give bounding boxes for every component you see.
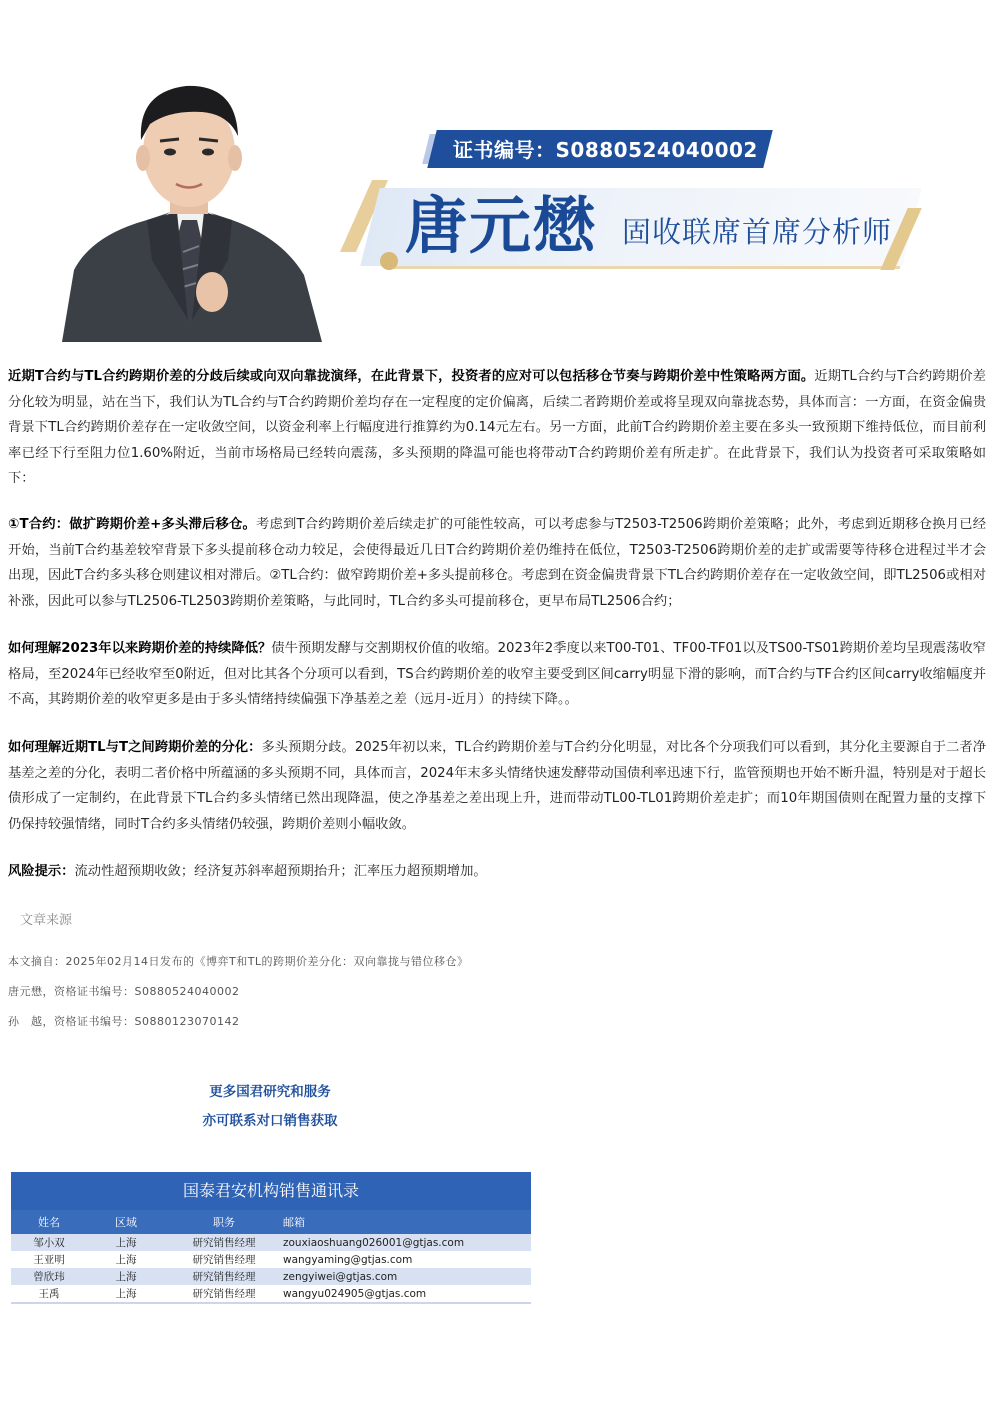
analyst-title: 固收联席首席分析师 [622,215,893,249]
table-row [11,1268,531,1285]
sales-contact-table [11,1172,531,1309]
paragraph-2-lead: ①T合约：做扩跨期价差+多头滞后移仓。 [8,517,256,532]
contact-name: 王亚明 [33,1254,65,1266]
header-region: 区域 [115,1216,137,1229]
table-row [11,1285,531,1302]
contact-table-title: 国泰君安机构销售通讯录 [11,1172,531,1210]
article-paragraph-3 [8,636,986,713]
contact-email[interactable]: wangyu024905@gtjas.com [283,1287,427,1300]
gold-accent-dot [380,252,398,270]
table-row [11,1251,531,1268]
header-name: 姓名 [38,1216,60,1229]
header-position: 职务 [213,1216,235,1229]
paragraph-4-body: 多头预期分歧。2025年初以来，TL合约跨期价差与T合约分化明显，对比各个分项我们可以看到，其分化主要源自于二者净基差之差的分化，表明二者价格中所蕴涵的多头预期不同，具体而言，2024年末多头情绪快速发酵带动国债利率迅速下行，监管预期也开始不断升温，特别是对于超长债形成了一定制约，在此背景下TL合约多头情绪已然出现降温，使之净基差之差出现上升，进而带动TL00-TL01跨期价差走扩；而10年期国债则在配置力量的支撑下仍保持较强情绪，同时T合约多头情绪仍较强，跨期价差则小幅收敛。 [8,740,986,832]
contact-email[interactable]: zengyiwei@gtjas.com [283,1270,398,1283]
paragraph-1-body: 近期TL合约与T合约跨期价差分化较为明显，站在当下，我们认为TL合约与T合约跨期价差均存在一定程度的定价偏离，后续二者跨期价差或将呈现双向靠拢态势，具体而言：一方面，在资金偏贵背景下TL合约跨期价差存在一定收敛空间，以资金利率上行幅度进行推算约为0.14元左右。另一方面，此前T合约跨期价差主要在多头一致预期下维持低位，而目前利率已经下行至阻力位1.60%附近，当前市场格局已经转向震荡，多头预期的降温可能也将带动T合约跨期价差有所走扩。在此背景下，我们认为投资者可采取策略如下： [8,369,986,486]
contact-email[interactable]: zouxiaoshuang026001@gtjas.com [283,1236,465,1249]
contact-position: 研究销售经理 [192,1271,256,1283]
analyst-banner [0,0,992,345]
table-bottom-rule [11,1302,531,1309]
certificate-number: 证书编号：S0880524040002 [453,138,758,162]
paragraph-4-lead: 如何理解近期TL与T之间跨期价差的分化： [8,740,262,755]
contact-name: 曾欣玮 [33,1271,65,1283]
gold-accent-line [390,266,901,269]
contact-position: 研究销售经理 [192,1254,256,1266]
analyst-portrait [52,70,324,342]
paragraph-1-lead: 近期T合约与TL合约跨期价差的分歧后续或向双向靠拢演绎，在此背景下，投资者的应对可以包括移仓节奏与跨期价差中性策略两方面。 [8,369,815,384]
contact-name: 邹小双 [33,1237,65,1249]
contact-region: 上海 [115,1254,137,1266]
table-row [11,1234,531,1251]
article-paragraph-1 [8,364,986,492]
contact-name: 王禹 [38,1288,60,1300]
cta-line-1: 更多国君研究和服务 [209,1084,331,1100]
contact-region: 上海 [115,1271,137,1283]
header-email: 邮箱 [283,1216,305,1229]
contact-position: 研究销售经理 [192,1237,256,1249]
contact-table-header [11,1210,531,1234]
risk-warning-lead: 风险提示： [8,864,75,879]
contact-region: 上海 [115,1237,137,1249]
cta-line-2: 亦可联系对口销售获取 [202,1113,338,1129]
contact-position: 研究销售经理 [192,1288,256,1300]
author-credential-2: 孙 越，资格证书编号：S0880123070142 [8,1015,240,1028]
source-citation: 本文摘自：2025年02月14日发布的《博弈T和TL的跨期价差分化：双向靠拢与错位移仓》 [8,955,469,968]
risk-warning-body: 流动性超预期收敛；经济复苏斜率超预期抬升；汇率压力超预期增加。 [74,864,487,879]
paragraph-2-body: 考虑到T合约跨期价差后续走扩的可能性较高，可以考虑参与T2503-T2506跨期价差策略；此外，考虑到近期移仓换月已经开始，当前T合约基差较窄背景下多头提前移仓动力较足，会使得最近几日T合约跨期价差仍维持在低位，T2503-T2506跨期价差的走扩或需要等待移仓进程过半才会出现，因此T合约多头移仓则建议相对滞后。②TL合约：做窄跨期价差+多头提前移仓。考虑到在资金偏贵背景下TL合约跨期价差存在一定收敛空间，即TL2506或相对补涨，因此可以参与TL2506-TL2503跨期价差策略，与此同时，TL合约多头可提前移仓，更早布局TL2506合约； [8,517,986,609]
contact-region: 上海 [115,1288,137,1300]
paragraph-3-lead: 如何理解2023年以来跨期价差的持续降低？ [8,641,272,656]
article-paragraph-2 [8,512,986,614]
source-label: 文章来源 [20,913,73,928]
analyst-name: 唐元懋 [405,189,598,262]
contact-email[interactable]: wangyaming@gtjas.com [283,1253,413,1266]
author-credential-1: 唐元懋，资格证书编号：S0880524040002 [8,985,240,998]
article-paragraph-4 [8,735,986,837]
risk-warning [8,859,986,885]
paragraph-3-body: 债牛预期发酵与交割期权价值的收缩。2023年2季度以来T00-T01、TF00-TF01以及TS00-TS01跨期价差均呈现震荡收窄格局，至2024年已经收窄至0附近，但对比其各个分项可以看到，TS合约跨期价差的收窄主要受到区间carry明显下滑的影响，而T合约与TF合约区间carry收缩幅度并不高，其跨期价差的收窄更多是由于多头情绪持续偏强下净基差之差（远月-近月）的持续下降。。 [8,641,986,707]
